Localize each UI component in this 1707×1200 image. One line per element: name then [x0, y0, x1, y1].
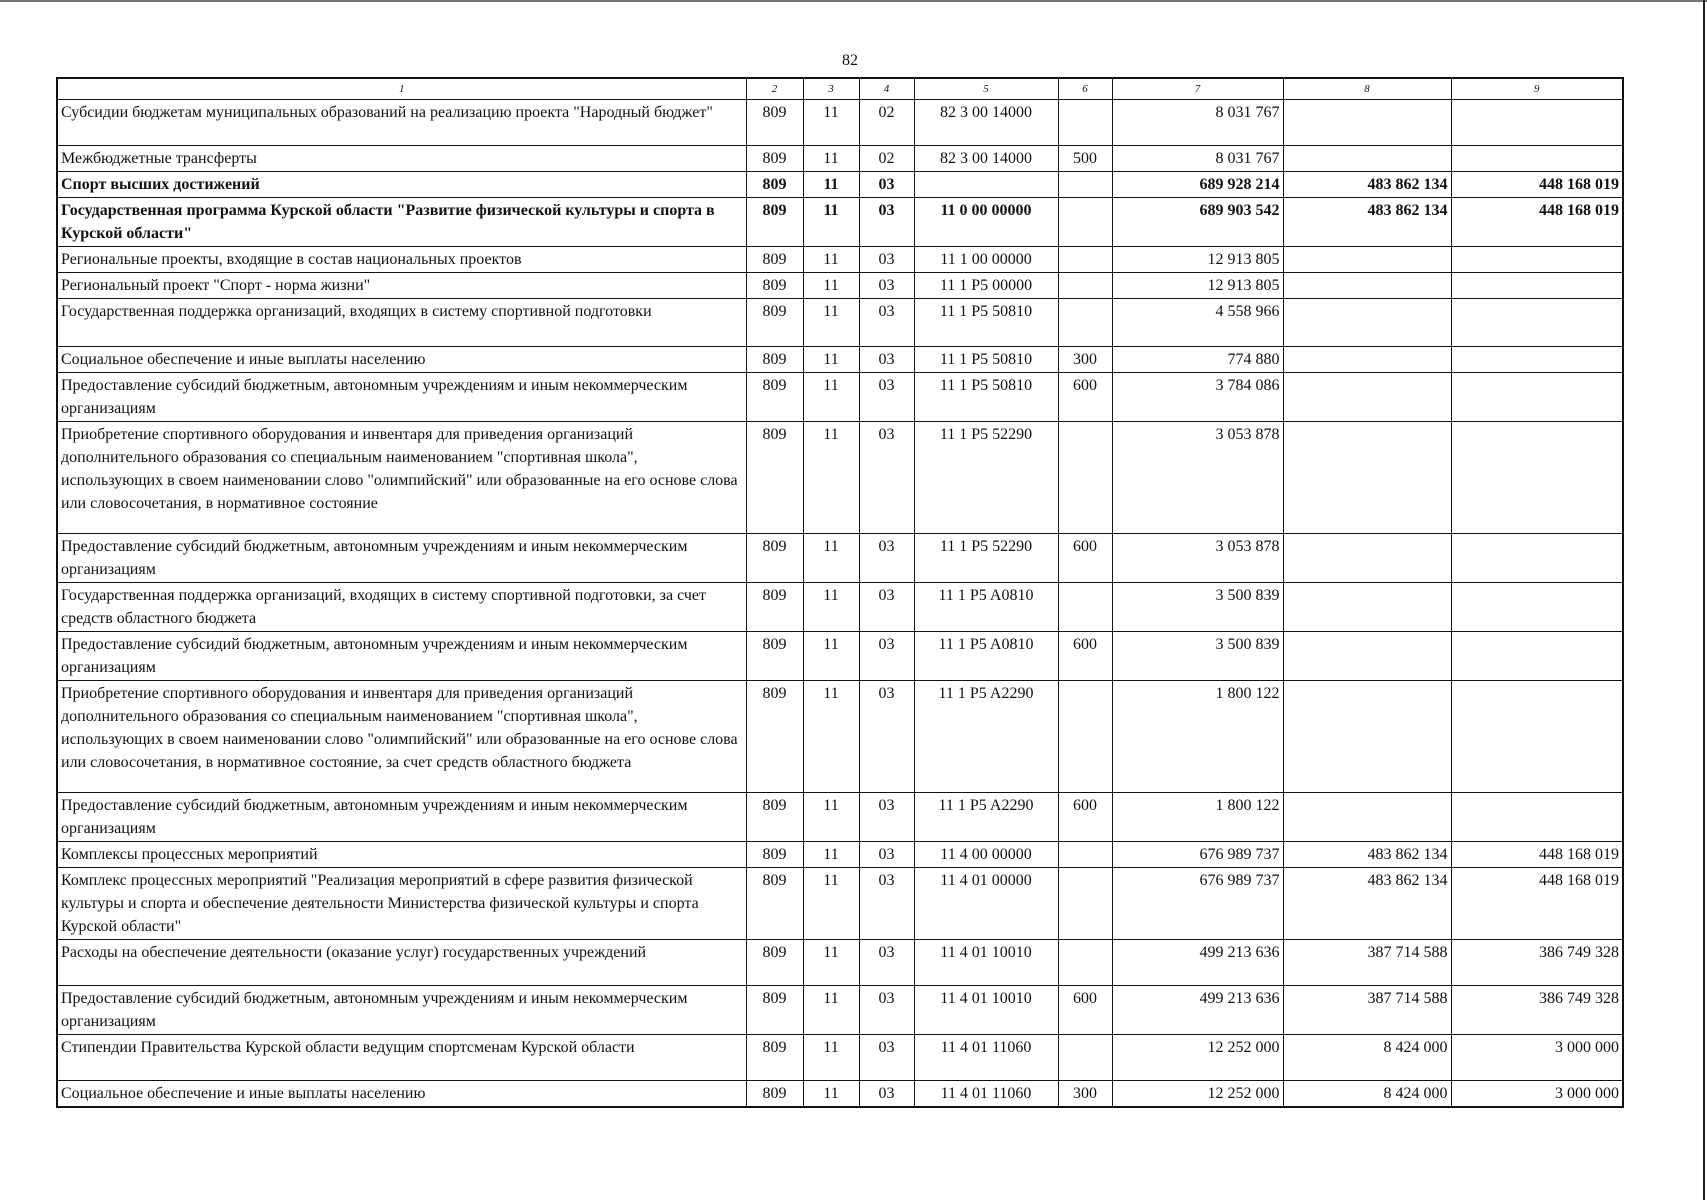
column-header: 3: [803, 78, 859, 100]
amount-col7-cell: 4 558 966: [1112, 299, 1283, 347]
subsection-code-cell: 02: [859, 100, 914, 146]
amount-col8-cell: [1283, 100, 1451, 146]
scan-edge-top: [0, 0, 1707, 2]
subsection-code-cell: 03: [859, 422, 914, 534]
chapter-code-cell: 809: [746, 632, 803, 681]
target-article-code-cell: 11 1 P5 A0810: [914, 583, 1058, 632]
amount-col9-cell: [1451, 373, 1623, 422]
section-code-cell: 11: [803, 347, 859, 373]
section-code-cell: 11: [803, 198, 859, 247]
target-article-code-cell: 11 1 00 00000: [914, 247, 1058, 273]
target-article-code-cell: 11 1 P5 A0810: [914, 632, 1058, 681]
section-code-cell: 11: [803, 1035, 859, 1081]
target-article-code-cell: 11 4 01 10010: [914, 940, 1058, 986]
amount-col8-cell: [1283, 347, 1451, 373]
subsection-code-cell: 03: [859, 681, 914, 793]
table-row: [57, 793, 1623, 842]
row-name-cell: Приобретение спортивного оборудования и инвентаря для приведения организаций дополнительного образования со специальным наименованием "спортивная школа", использующих в своем наименовании слово "олимпийский" или образованные на его основе слова или словосочетания, в нормативное состояние, за счет средств областного бюджета: [57, 681, 746, 793]
target-article-code-cell: 11 4 00 00000: [914, 842, 1058, 868]
chapter-code-cell: 809: [746, 373, 803, 422]
table-row: [57, 422, 1623, 534]
section-code-cell: 11: [803, 793, 859, 842]
expense-type-code-cell: [1058, 422, 1112, 534]
row-name-cell: Комплексы процессных мероприятий: [57, 842, 746, 868]
chapter-code-cell: 809: [746, 868, 803, 940]
amount-col8-cell: 483 862 134: [1283, 842, 1451, 868]
table-body: [57, 100, 1623, 1108]
target-article-code-cell: 11 1 P5 50810: [914, 373, 1058, 422]
section-code-cell: 11: [803, 100, 859, 146]
amount-col8-cell: [1283, 247, 1451, 273]
amount-col9-cell: 3 000 000: [1451, 1081, 1623, 1108]
column-header: 1: [57, 78, 746, 100]
amount-col7-cell: 676 989 737: [1112, 842, 1283, 868]
expense-type-code-cell: [1058, 247, 1112, 273]
expense-type-code-cell: 500: [1058, 146, 1112, 172]
expense-type-code-cell: [1058, 842, 1112, 868]
expense-type-code-cell: [1058, 198, 1112, 247]
amount-col8-cell: 387 714 588: [1283, 986, 1451, 1035]
subsection-code-cell: 03: [859, 172, 914, 198]
target-article-code-cell: 11 4 01 10010: [914, 986, 1058, 1035]
table-row: [57, 868, 1623, 940]
amount-col9-cell: [1451, 632, 1623, 681]
chapter-code-cell: 809: [746, 172, 803, 198]
amount-col7-cell: 499 213 636: [1112, 940, 1283, 986]
amount-col9-cell: 448 168 019: [1451, 198, 1623, 247]
table-row: [57, 583, 1623, 632]
row-name-cell: Предоставление субсидий бюджетным, автономным учреждениям и иным некоммерческим организациям: [57, 373, 746, 422]
expense-type-code-cell: [1058, 868, 1112, 940]
column-header: 8: [1283, 78, 1451, 100]
row-name-cell: Предоставление субсидий бюджетным, автономным учреждениям и иным некоммерческим организациям: [57, 793, 746, 842]
amount-col7-cell: 8 031 767: [1112, 146, 1283, 172]
table-row: [57, 100, 1623, 146]
section-code-cell: 11: [803, 422, 859, 534]
amount-col8-cell: [1283, 583, 1451, 632]
budget-table: [56, 77, 1624, 1108]
table-row: [57, 534, 1623, 583]
amount-col8-cell: [1283, 299, 1451, 347]
row-name-cell: Социальное обеспечение и иные выплаты населению: [57, 1081, 746, 1108]
amount-col7-cell: 676 989 737: [1112, 868, 1283, 940]
amount-col9-cell: [1451, 100, 1623, 146]
target-article-code-cell: 82 3 00 14000: [914, 146, 1058, 172]
chapter-code-cell: 809: [746, 247, 803, 273]
amount-col8-cell: 8 424 000: [1283, 1081, 1451, 1108]
amount-col7-cell: 12 252 000: [1112, 1035, 1283, 1081]
table-row: [57, 198, 1623, 247]
table-row: [57, 146, 1623, 172]
table-row: [57, 273, 1623, 299]
target-article-code-cell: 11 1 P5 A2290: [914, 793, 1058, 842]
target-article-code-cell: [914, 172, 1058, 198]
target-article-code-cell: 11 4 01 11060: [914, 1035, 1058, 1081]
expense-type-code-cell: [1058, 100, 1112, 146]
target-article-code-cell: 82 3 00 14000: [914, 100, 1058, 146]
table-row: [57, 842, 1623, 868]
target-article-code-cell: 11 1 P5 A2290: [914, 681, 1058, 793]
subsection-code-cell: 03: [859, 583, 914, 632]
chapter-code-cell: 809: [746, 681, 803, 793]
target-article-code-cell: 11 1 P5 52290: [914, 422, 1058, 534]
subsection-code-cell: 03: [859, 986, 914, 1035]
chapter-code-cell: 809: [746, 940, 803, 986]
column-number-row: [57, 78, 1623, 100]
chapter-code-cell: 809: [746, 347, 803, 373]
row-name-cell: Расходы на обеспечение деятельности (оказание услуг) государственных учреждений: [57, 940, 746, 986]
section-code-cell: 11: [803, 842, 859, 868]
amount-col9-cell: [1451, 347, 1623, 373]
row-name-cell: Предоставление субсидий бюджетным, автономным учреждениям и иным некоммерческим организациям: [57, 534, 746, 583]
chapter-code-cell: 809: [746, 534, 803, 583]
subsection-code-cell: 03: [859, 793, 914, 842]
expense-type-code-cell: [1058, 681, 1112, 793]
scan-edge-right: [1703, 0, 1705, 1200]
expense-type-code-cell: 300: [1058, 347, 1112, 373]
chapter-code-cell: 809: [746, 198, 803, 247]
chapter-code-cell: 809: [746, 146, 803, 172]
amount-col8-cell: [1283, 632, 1451, 681]
amount-col8-cell: [1283, 146, 1451, 172]
page-number: 82: [842, 52, 858, 69]
amount-col9-cell: [1451, 681, 1623, 793]
subsection-code-cell: 03: [859, 632, 914, 681]
subsection-code-cell: 03: [859, 868, 914, 940]
amount-col9-cell: 3 000 000: [1451, 1035, 1623, 1081]
amount-col7-cell: 3 500 839: [1112, 583, 1283, 632]
amount-col9-cell: [1451, 146, 1623, 172]
section-code-cell: 11: [803, 868, 859, 940]
row-name-cell: Социальное обеспечение и иные выплаты населению: [57, 347, 746, 373]
target-article-code-cell: 11 1 P5 50810: [914, 347, 1058, 373]
column-header: 7: [1112, 78, 1283, 100]
row-name-cell: Спорт высших достижений: [57, 172, 746, 198]
row-name-cell: Государственная программа Курской области "Развитие физической культуры и спорта в Курской области": [57, 198, 746, 247]
column-header: 5: [914, 78, 1058, 100]
amount-col8-cell: [1283, 681, 1451, 793]
subsection-code-cell: 03: [859, 842, 914, 868]
chapter-code-cell: 809: [746, 842, 803, 868]
column-header: 9: [1451, 78, 1623, 100]
section-code-cell: 11: [803, 681, 859, 793]
row-name-cell: Комплекс процессных мероприятий "Реализация мероприятий в сфере развития физической культуры и спорта и обеспечение деятельности Министерства физической культуры и спорта Курской области": [57, 868, 746, 940]
column-header: 2: [746, 78, 803, 100]
table-row: [57, 299, 1623, 347]
amount-col7-cell: 8 031 767: [1112, 100, 1283, 146]
amount-col9-cell: 386 749 328: [1451, 940, 1623, 986]
section-code-cell: 11: [803, 299, 859, 347]
amount-col8-cell: [1283, 273, 1451, 299]
subsection-code-cell: 03: [859, 373, 914, 422]
section-code-cell: 11: [803, 534, 859, 583]
amount-col8-cell: 483 862 134: [1283, 172, 1451, 198]
subsection-code-cell: 03: [859, 198, 914, 247]
target-article-code-cell: 11 4 01 00000: [914, 868, 1058, 940]
chapter-code-cell: 809: [746, 100, 803, 146]
expense-type-code-cell: 300: [1058, 1081, 1112, 1108]
column-header: 4: [859, 78, 914, 100]
table-row: [57, 172, 1623, 198]
amount-col8-cell: 8 424 000: [1283, 1035, 1451, 1081]
amount-col9-cell: 448 168 019: [1451, 868, 1623, 940]
section-code-cell: 11: [803, 146, 859, 172]
row-name-cell: Субсидии бюджетам муниципальных образований на реализацию проекта "Народный бюджет": [57, 100, 746, 146]
amount-col7-cell: 3 784 086: [1112, 373, 1283, 422]
amount-col7-cell: 1 800 122: [1112, 681, 1283, 793]
section-code-cell: 11: [803, 583, 859, 632]
chapter-code-cell: 809: [746, 583, 803, 632]
section-code-cell: 11: [803, 273, 859, 299]
table-row: [57, 247, 1623, 273]
expense-type-code-cell: 600: [1058, 632, 1112, 681]
amount-col7-cell: 689 928 214: [1112, 172, 1283, 198]
table-row: [57, 632, 1623, 681]
expense-type-code-cell: 600: [1058, 986, 1112, 1035]
section-code-cell: 11: [803, 172, 859, 198]
row-name-cell: Стипендии Правительства Курской области ведущим спортсменам Курской области: [57, 1035, 746, 1081]
amount-col9-cell: 448 168 019: [1451, 842, 1623, 868]
section-code-cell: 11: [803, 1081, 859, 1108]
amount-col9-cell: 386 749 328: [1451, 986, 1623, 1035]
amount-col7-cell: 3 053 878: [1112, 422, 1283, 534]
target-article-code-cell: 11 1 P5 00000: [914, 273, 1058, 299]
subsection-code-cell: 02: [859, 146, 914, 172]
section-code-cell: 11: [803, 986, 859, 1035]
subsection-code-cell: 03: [859, 273, 914, 299]
amount-col8-cell: 483 862 134: [1283, 868, 1451, 940]
amount-col8-cell: 387 714 588: [1283, 940, 1451, 986]
amount-col9-cell: [1451, 299, 1623, 347]
expense-type-code-cell: [1058, 583, 1112, 632]
amount-col9-cell: [1451, 422, 1623, 534]
subsection-code-cell: 03: [859, 534, 914, 583]
expense-type-code-cell: 600: [1058, 373, 1112, 422]
expense-type-code-cell: 600: [1058, 534, 1112, 583]
chapter-code-cell: 809: [746, 1035, 803, 1081]
target-article-code-cell: 11 4 01 11060: [914, 1081, 1058, 1108]
amount-col7-cell: 12 252 000: [1112, 1081, 1283, 1108]
target-article-code-cell: 11 1 P5 50810: [914, 299, 1058, 347]
chapter-code-cell: 809: [746, 299, 803, 347]
table-row: [57, 681, 1623, 793]
amount-col7-cell: 774 880: [1112, 347, 1283, 373]
section-code-cell: 11: [803, 632, 859, 681]
amount-col9-cell: [1451, 534, 1623, 583]
amount-col7-cell: 3 053 878: [1112, 534, 1283, 583]
amount-col8-cell: [1283, 534, 1451, 583]
section-code-cell: 11: [803, 247, 859, 273]
column-header: 6: [1058, 78, 1112, 100]
amount-col8-cell: [1283, 373, 1451, 422]
row-name-cell: Приобретение спортивного оборудования и инвентаря для приведения организаций дополнительного образования со специальным наименованием "спортивная школа", использующих в своем наименовании слово "олимпийский" или образованные на его основе слова или словосочетания, в нормативное состояние: [57, 422, 746, 534]
subsection-code-cell: 03: [859, 347, 914, 373]
amount-col9-cell: [1451, 273, 1623, 299]
table-row: [57, 1035, 1623, 1081]
expense-type-code-cell: [1058, 273, 1112, 299]
amount-col9-cell: [1451, 583, 1623, 632]
section-code-cell: 11: [803, 373, 859, 422]
table-row: [57, 940, 1623, 986]
chapter-code-cell: 809: [746, 1081, 803, 1108]
chapter-code-cell: 809: [746, 793, 803, 842]
row-name-cell: Государственная поддержка организаций, входящих в систему спортивной подготовки, за счет средств областного бюджета: [57, 583, 746, 632]
amount-col9-cell: [1451, 793, 1623, 842]
table-row: [57, 1081, 1623, 1108]
row-name-cell: Предоставление субсидий бюджетным, автономным учреждениям и иным некоммерческим организациям: [57, 632, 746, 681]
amount-col7-cell: 12 913 805: [1112, 247, 1283, 273]
row-name-cell: Региональный проект "Спорт - норма жизни": [57, 273, 746, 299]
table-row: [57, 347, 1623, 373]
subsection-code-cell: 03: [859, 1081, 914, 1108]
expense-type-code-cell: [1058, 172, 1112, 198]
amount-col8-cell: [1283, 793, 1451, 842]
amount-col9-cell: [1451, 247, 1623, 273]
expense-type-code-cell: 600: [1058, 793, 1112, 842]
chapter-code-cell: 809: [746, 986, 803, 1035]
subsection-code-cell: 03: [859, 1035, 914, 1081]
table-row: [57, 986, 1623, 1035]
row-name-cell: Государственная поддержка организаций, входящих в систему спортивной подготовки: [57, 299, 746, 347]
amount-col8-cell: [1283, 422, 1451, 534]
row-name-cell: Региональные проекты, входящие в состав национальных проектов: [57, 247, 746, 273]
amount-col9-cell: 448 168 019: [1451, 172, 1623, 198]
section-code-cell: 11: [803, 940, 859, 986]
row-name-cell: Межбюджетные трансферты: [57, 146, 746, 172]
row-name-cell: Предоставление субсидий бюджетным, автономным учреждениям и иным некоммерческим организациям: [57, 986, 746, 1035]
subsection-code-cell: 03: [859, 247, 914, 273]
subsection-code-cell: 03: [859, 940, 914, 986]
amount-col7-cell: 1 800 122: [1112, 793, 1283, 842]
target-article-code-cell: 11 1 P5 52290: [914, 534, 1058, 583]
expense-type-code-cell: [1058, 299, 1112, 347]
expense-type-code-cell: [1058, 940, 1112, 986]
amount-col7-cell: 3 500 839: [1112, 632, 1283, 681]
target-article-code-cell: 11 0 00 00000: [914, 198, 1058, 247]
amount-col7-cell: 499 213 636: [1112, 986, 1283, 1035]
table-row: [57, 373, 1623, 422]
chapter-code-cell: 809: [746, 422, 803, 534]
amount-col7-cell: 689 903 542: [1112, 198, 1283, 247]
expense-type-code-cell: [1058, 1035, 1112, 1081]
amount-col8-cell: 483 862 134: [1283, 198, 1451, 247]
subsection-code-cell: 03: [859, 299, 914, 347]
amount-col7-cell: 12 913 805: [1112, 273, 1283, 299]
chapter-code-cell: 809: [746, 273, 803, 299]
